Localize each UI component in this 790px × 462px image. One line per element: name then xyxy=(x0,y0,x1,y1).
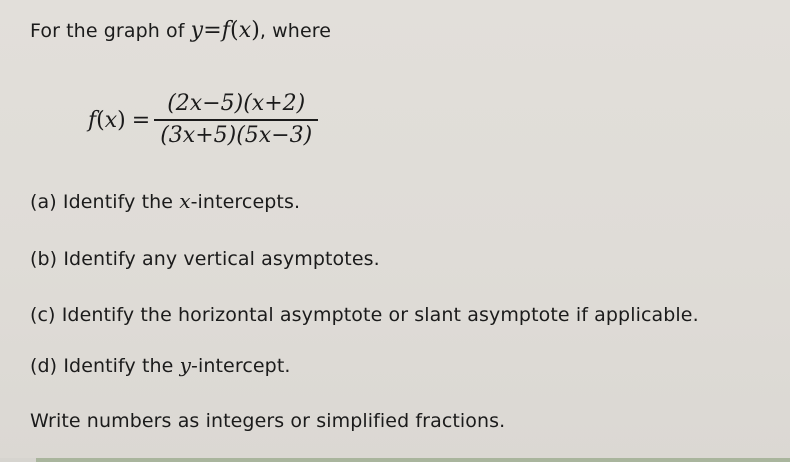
function-formula xyxy=(88,80,318,160)
formula-denominator: (3x+5)(5x−3) xyxy=(160,123,313,148)
formula-equals: = xyxy=(131,107,151,133)
formula-fraction xyxy=(154,89,318,151)
question-c: (c) Identify the horizontal asymptote or slant asymptote if applicable. xyxy=(30,304,699,326)
question-b: (b) Identify any vertical asymptotes. xyxy=(30,248,380,270)
question-a: (a) Identify the x-intercepts. xyxy=(30,189,301,213)
formula-lhs: f(x) xyxy=(88,107,126,133)
bottom-edge-left xyxy=(0,458,36,462)
bottom-edge-strip xyxy=(0,458,790,462)
instruction-note: Write numbers as integers or simplified fractions. xyxy=(30,410,506,432)
question-d: (d) Identify the y-intercept. xyxy=(30,353,291,377)
intro-equation: y=f(x) xyxy=(190,18,260,43)
intro-prefix: For the graph of xyxy=(30,20,191,42)
formula-numerator: (2x−5)(x+2) xyxy=(167,91,306,116)
intro-suffix: , where xyxy=(259,20,332,42)
problem-intro xyxy=(30,18,331,43)
